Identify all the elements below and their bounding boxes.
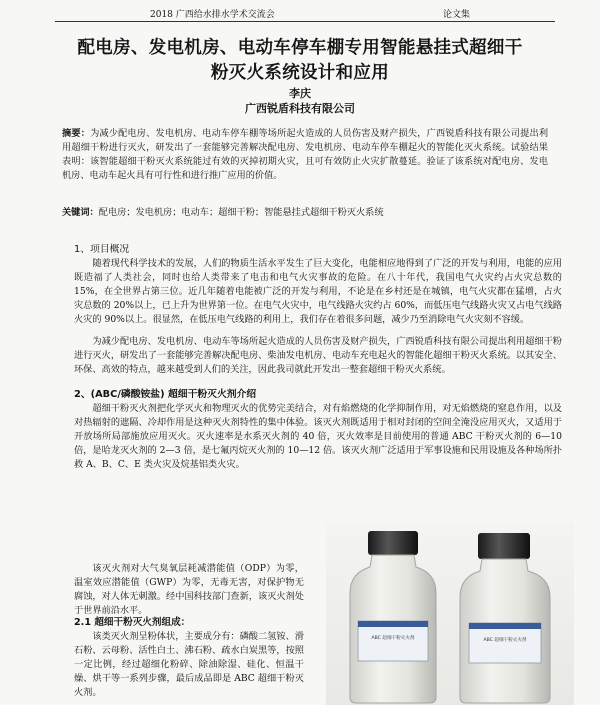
section-2-paragraph-1: 超细干粉灭火剂把化学灭火和物理灭火的优势完美结合，对有焰燃烧的化学抑制作用，对无焰燃烧的窒息作用，以及对热辐射的遮隔、冷却作用是这种灭火剂特性的集中体验。该灭火剂既适用于相对封闭的空间全淹没应用灭火，又适用于开放场所局部施放应用灭火。灭火速率是水系灭火剂的 40 倍，灭火效率是目前使用的普通 ABC 干粉灭火剂的 6—10 倍，是哈龙灭火剂的 2—3 倍，是七氟丙烷灭火剂的 10—12 倍。该灭火剂广泛适用于军事设施和民用设施及各种场所扑救 A、B、C、E 类火灾及烷基铝类火灾。 [74, 403, 562, 470]
affiliation: 广西锐盾科技有限公司 [245, 102, 355, 115]
section-2-1-heading: 2.1 超细干粉灭火剂组成： [74, 617, 191, 628]
abstract-text: 为减少配电房、发电机房、电动车停车棚等场所起火造成的人员伤害及财产损失，广西锐盾科技有限公司提出利用超细干粉进行灭火，研发出了一套能够完善解决配电房、发电机房、电动车停车棚起火的智能化灭火系统。试验结果表明：该智能超细干粉灭火系统能过有效的灭掉初期火灾，且可有效防止火灾扩散蔓延。验证了该系统对配电房、发电机房、电动车起火具有可行性和进行推广应用的价值。 [62, 128, 549, 181]
header-conference: 2018 广西给水排水学术交流会 [150, 10, 275, 20]
author: 李庆 [289, 87, 311, 100]
bottle-left-label: ABC 超细干粉灭火剂 [371, 636, 415, 641]
abstract-label: 摘要： [62, 128, 91, 139]
section-2-1-paragraph: 该类灭火剂呈粉体状，主要成分有：磷酸二氢铵、滑石粉、云母粉、活性白土、沸石粉、疏水白炭黑等，按照一定比例，经过超细化粉碎、除油除湿、硅化、恒温干燥、烘干等一系列步骤，最后成品即是 ABC 超细干粉灭火剂。 [74, 631, 304, 698]
bottle-right [460, 533, 550, 703]
keywords [62, 206, 548, 220]
extinguishing-agent-bottles-photo [326, 523, 574, 705]
section-1-heading: 1、项目概况 [74, 244, 130, 255]
section-1-paragraph-2: 为减少配电房、发电机房、电动车等场所起火造成的人员伤害及财产损失，广西锐盾科技有限公司提出利用超细干粉进行灭火，研发出了一套能够完善解决配电房、柴油发电机房、电动车充电起火的智能化超细干粉灭火系统。以其安全、环保、高效的特点，越来越受到人们的关注，因此我司就此开发出一整套超细干粉灭火系统。 [74, 336, 562, 375]
section-2-heading: 2、(ABC/磷酸铵盐) 超细干粉灭火剂介绍 [74, 389, 257, 400]
paper-title [40, 36, 560, 86]
bottle-left [350, 531, 436, 703]
running-header [55, 5, 555, 22]
section-2-paragraph-2: 该灭火剂对大气臭氧层耗减潜能值（ODP）为零，温室效应潜能值（GWP）为零，无毒无害，对保护物无腐蚀，对人体无刺激。经中国科技部门查新，该灭火剂处于世界前沿水平。 [74, 563, 304, 616]
keywords-label: 关键词： [62, 207, 99, 218]
bottles-illustration [326, 523, 574, 705]
bottle-right-label: ABC 超细干粉灭火剂 [483, 638, 527, 643]
abstract [62, 127, 548, 183]
keywords-text: 配电房；发电机房；电动车；超细干粉；智能悬挂式超细干粉灭火系统 [98, 207, 384, 218]
section-1-paragraph-1: 随着现代科学技术的发展，人们的物质生活水平发生了巨大变化，电能相应地得到了广泛的开发与利用，电能的应用既造福了人类社会，同时也给人类带来了电击和电气火灾事故的危险。在八十年代，我国电气火灾约占火灾总数的 15%，在全世界占第三位。近几年随着电能被广泛的开发与利用，不论是在乡村还是在城镇，电气火灾都在猛增，占火灾总数的 20%以上，已上升为世界第一位。在电气火灾中，电气线路火灾约占 60%，而低压电气线路火灾又占电气线路火灾的 90%以上。很显然，在低压电气线路的利用上，我们存在着很多问题，减少乃至消除电气火灾刻不容缓。 [74, 258, 562, 325]
title-line-2: 粉灭火系统设计和应用 [211, 63, 389, 83]
title-line-1: 配电房、发电机房、电动车停车棚专用智能悬挂式超细干 [77, 38, 523, 58]
header-proceedings: 论文集 [442, 10, 470, 20]
